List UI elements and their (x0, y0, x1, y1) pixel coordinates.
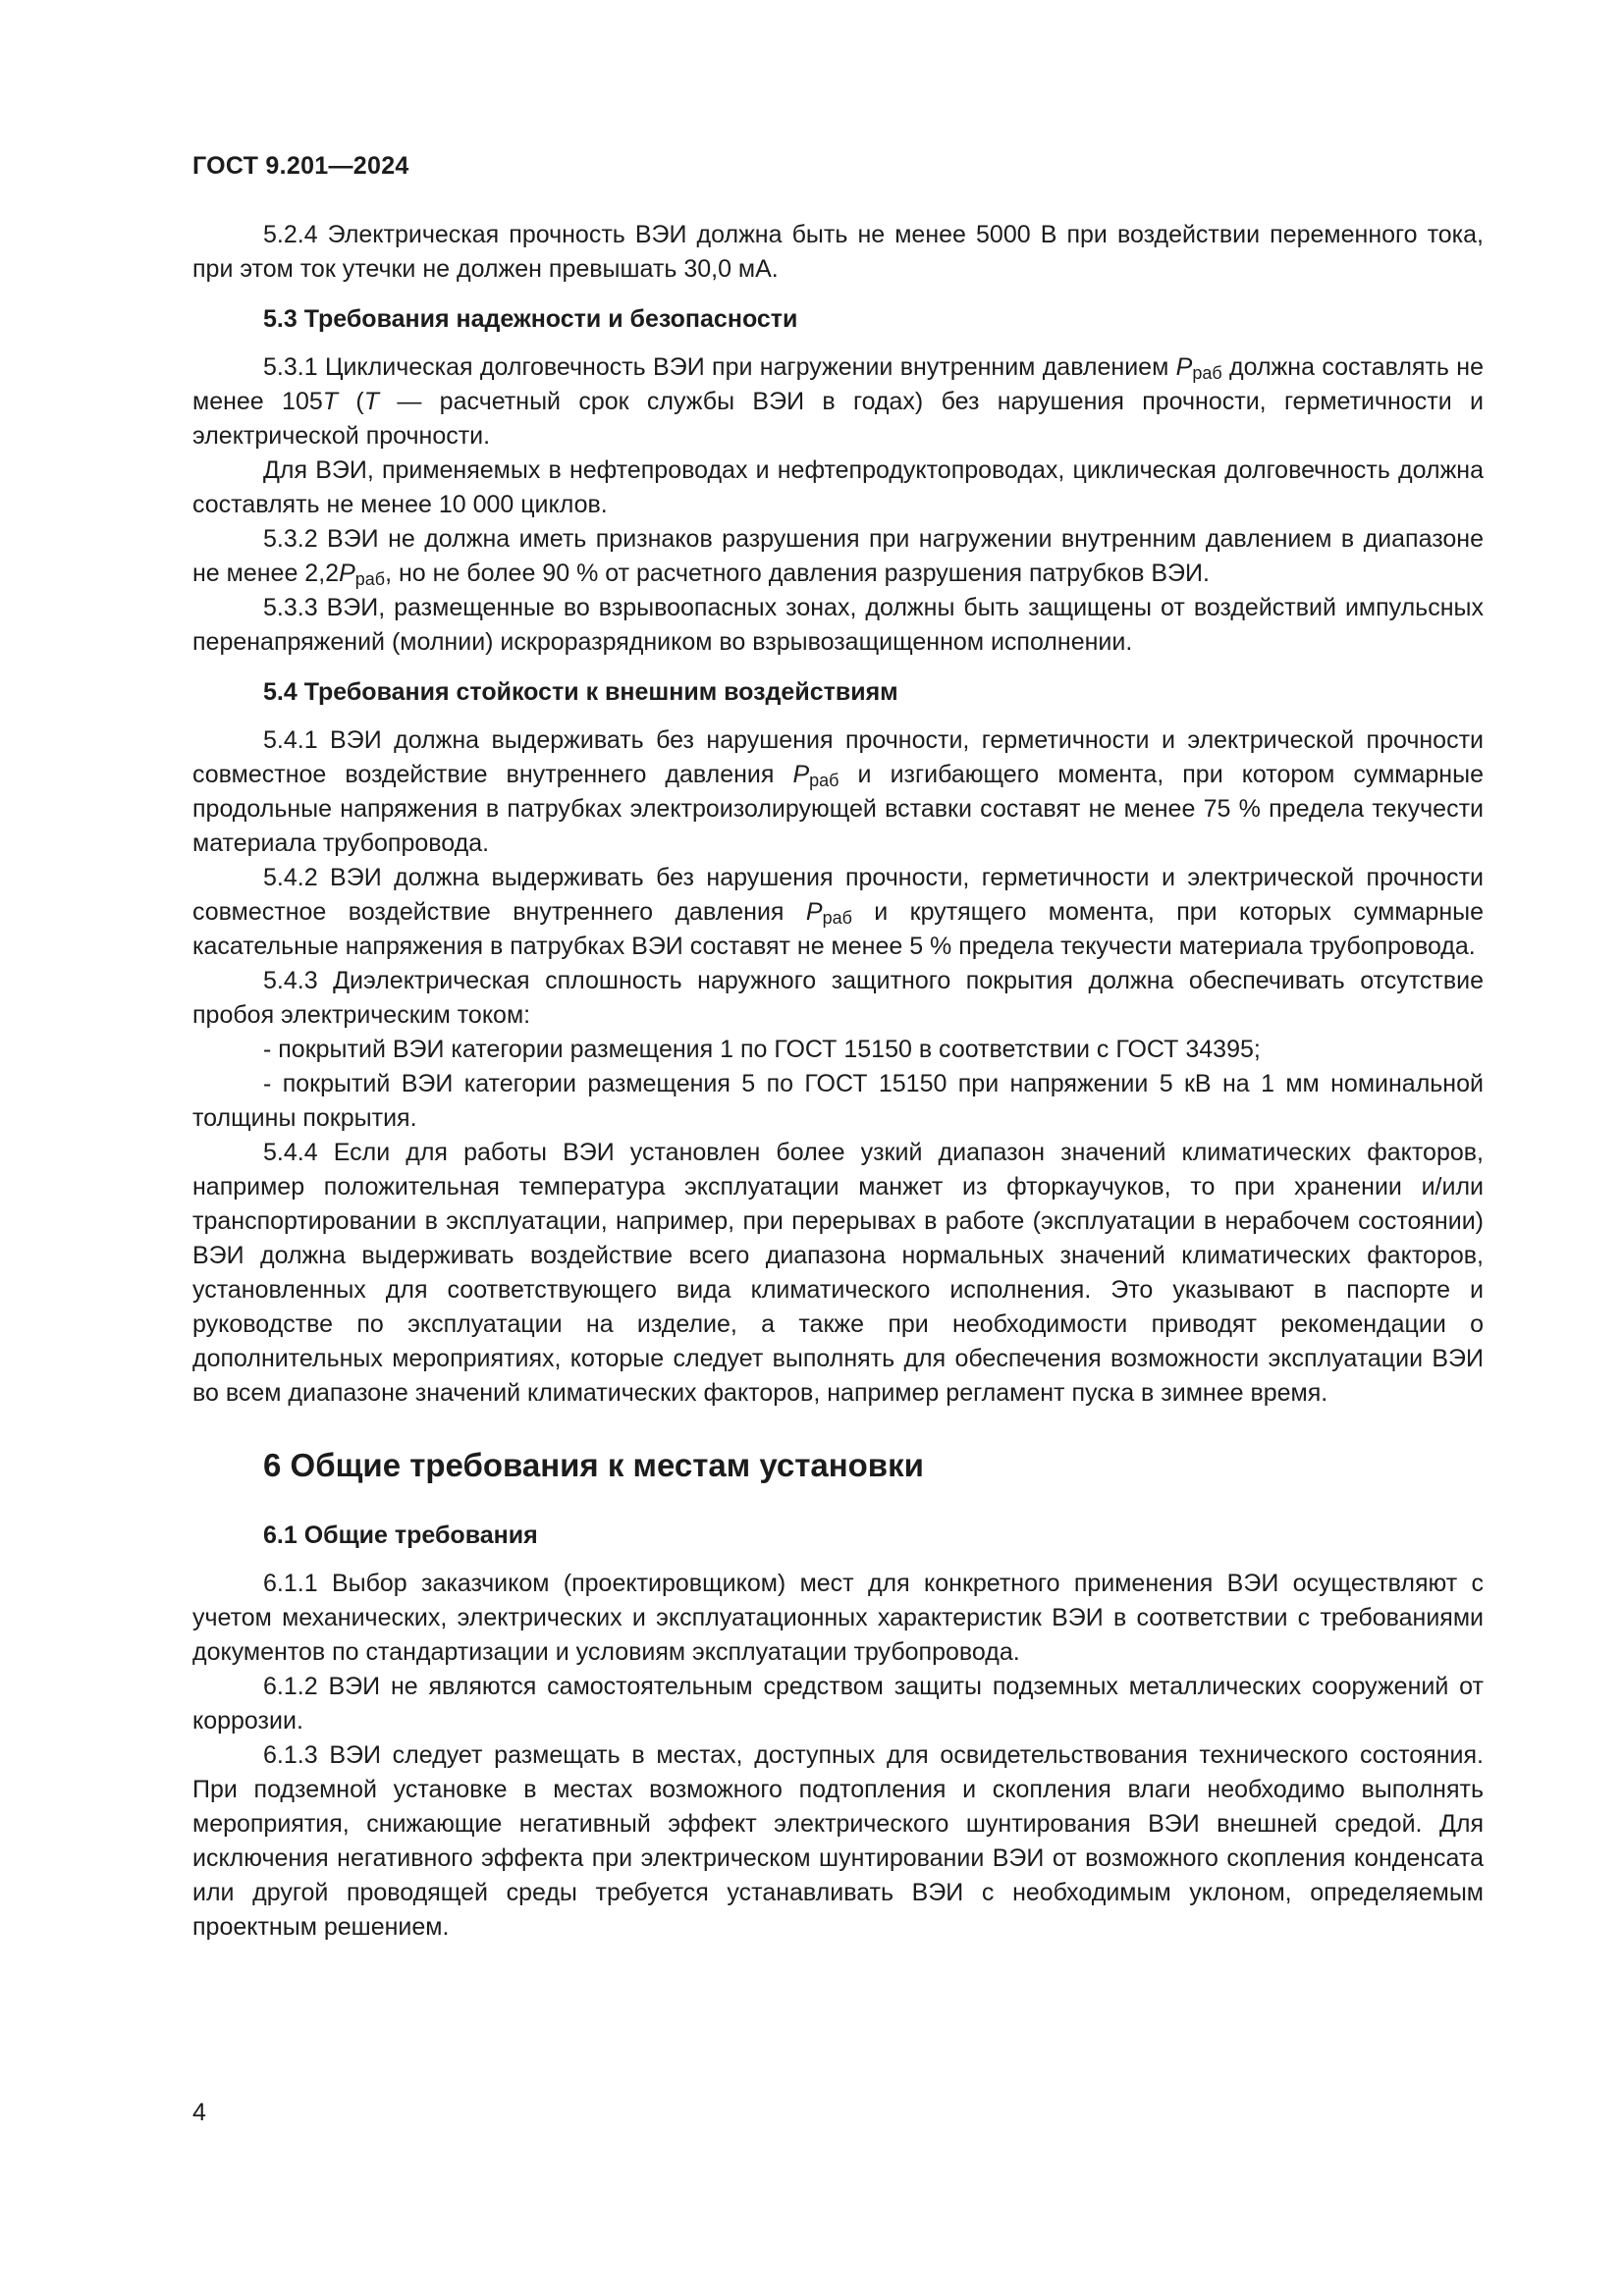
list-item: - покрытий ВЭИ категории размещения 1 по ГОСТ 15150 в соответствии с ГОСТ 34395; (263, 1036, 1261, 1063)
document-body (192, 218, 1484, 1945)
chapter-heading-6: 6 Общие требования к местам установки (263, 1447, 924, 1483)
paragraph-5-3-3: 5.3.3 ВЭИ, размещенные во взрывоопасных зонах, должны быть защищены от воздействий импульсных перенапряжений (молнии) искроразрядником во взрывозащищенном исполнении. (192, 594, 1484, 656)
paragraph-5-4-4: 5.4.4 Если для работы ВЭИ установлен более узкий диапазон значений климатических факторов, например положительная температура эксплуатации манжет из фторкаучуков, то при хранении и/или транспортировании в эксплуатации, например, при перерывах в работе (эксплуатации в нерабочем состоянии) ВЭИ должна выдерживать воздействие всего диапазона нормальных значений климатических факторов, установленных для соответствующего вида климатического исполнения. Это указывают в паспорте и руководстве по эксплуатации на изделие, а также при необходимости приводят рекомендации о дополнительных мероприятиях, которые следует выполнять для обеспечения возможности эксплуатации ВЭИ во всем диапазоне значений климатических факторов, например регламент пуска в зимнее время. (192, 1139, 1484, 1407)
document-header: ГОСТ 9.201—2024 (192, 152, 409, 180)
paragraph-6-1-3: 6.1.3 ВЭИ следует размещать в местах, доступных для освидетельствования технического состояния. При подземной установке в местах возможного подтопления и скопления влаги необходимо выполнять мероприятия, снижающие негативный эффект электрического шунтирования ВЭИ внешней средой. Для исключения негативного эффекта при электрическом шунтировании ВЭИ от возможного скопления конденсата или другой проводящей среды требуется устанавливать ВЭИ с необходимым уклоном, определяемым проектным решением. (192, 1741, 1484, 1941)
section-heading-6-1: 6.1 Общие требования (263, 1522, 538, 1549)
list-item: - покрытий ВЭИ категории размещения 5 по ГОСТ 15150 при напряжении 5 кВ на 1 мм номинальной толщины покрытия. (192, 1070, 1484, 1132)
paragraph-5-3-1-oil: Для ВЭИ, применяемых в нефтепроводах и нефтепродуктопроводах, циклическая долговечность должна составлять не менее 10 000 циклов. (192, 456, 1484, 518)
paragraph-5-4-1: 5.4.1 ВЭИ должна выдерживать без нарушения прочности, герметичности и электрической прочности совместное воздействие внутреннего давления $P_{раб}$ и изгибающего момента, при котором суммарные продольные напряжения в патрубках электроизолирующей вставки составят не менее 75 % предела текучести материала трубопровода. (192, 726, 1484, 857)
paragraph-5-3-1: 5.3.1 Циклическая долговечность ВЭИ при нагружении внутренним давлением $P_{раб}$ должна составлять не менее 105T (T — расчетный срок службы ВЭИ в годах) без нарушения прочности, герметичности и электрической прочности. (192, 353, 1484, 450)
paragraph-5-4-3: 5.4.3 Диэлектрическая сплошность наружного защитного покрытия должна обеспечивать отсутствие пробоя электрическим током: (192, 967, 1484, 1029)
paragraph-6-1-2: 6.1.2 ВЭИ не являются самостоятельным средством защиты подземных металлических сооружений от коррозии. (192, 1673, 1484, 1735)
paragraph-5-4-2: 5.4.2 ВЭИ должна выдерживать без нарушения прочности, герметичности и электрической прочности совместное воздействие внутреннего давления $P_{раб}$ и крутящего момента, при которых суммарные касательные напряжения в патрубках ВЭИ составят не менее 5 % предела текучести материала трубопровода. (192, 864, 1484, 960)
section-heading-5-3: 5.3 Требования надежности и безопасности (263, 305, 798, 333)
paragraph-5-3-2: 5.3.2 ВЭИ не должна иметь признаков разрушения при нагружении внутренним давлением в диапазоне не менее $2,2P_{раб}$, но не более 90 % от расчетного давления разрушения патрубков ВЭИ. (192, 525, 1484, 589)
section-heading-5-4: 5.4 Требования стойкости к внешним воздействиям (263, 678, 898, 706)
paragraph-5-2-4: 5.2.4 Электрическая прочность ВЭИ должна быть не менее 5000 В при воздействии переменного тока, при этом ток утечки не должен превышать 30,0 мА. (192, 221, 1484, 283)
paragraph-6-1-1: 6.1.1 Выбор заказчиком (проектировщиком) мест для конкретного применения ВЭИ осуществляют с учетом механических, электрических и эксплуатационных характеристик ВЭИ в соответствии с требованиями документов по стандартизации и условиям эксплуатации трубопровода. (192, 1570, 1484, 1666)
page-number: 4 (192, 2099, 206, 2126)
